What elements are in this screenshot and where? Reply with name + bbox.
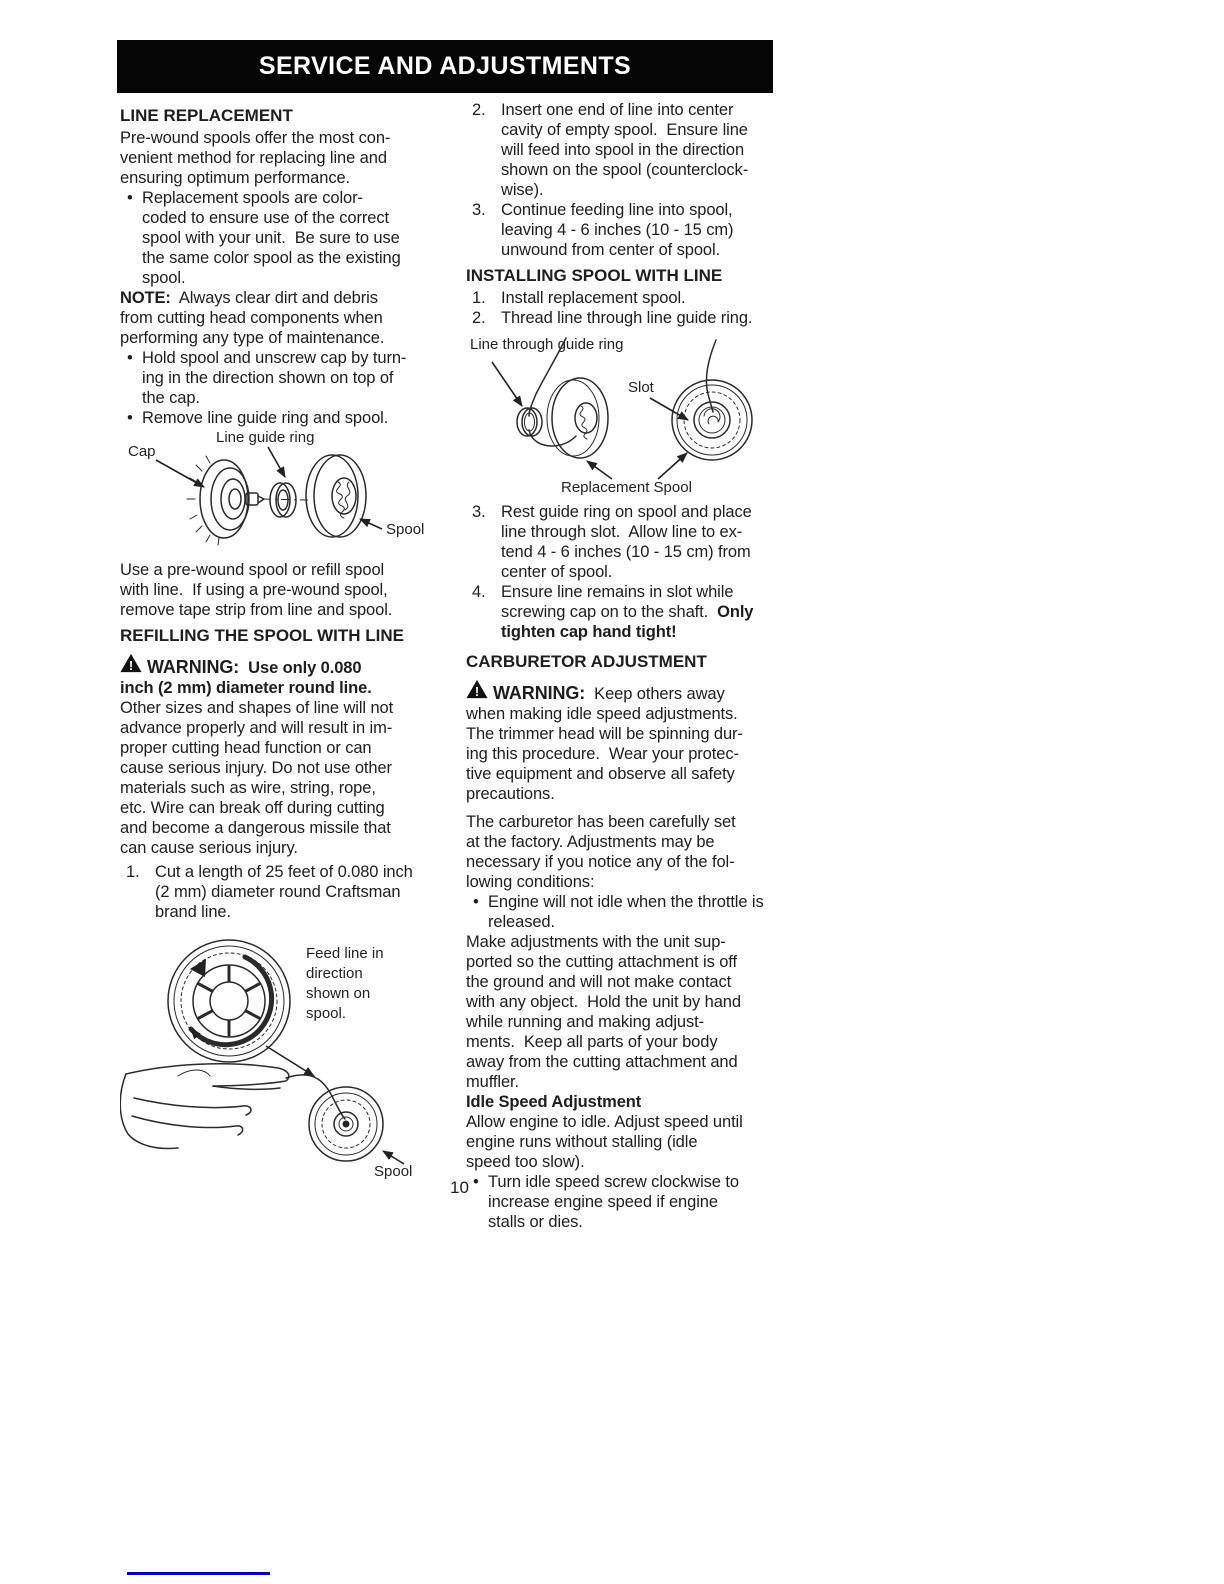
text-lines: Turn idle speed screw clockwise to increase engine speed if engine stalls or dies. bbox=[488, 1173, 739, 1231]
ring-arrow bbox=[492, 362, 522, 406]
bullet-glyph: • bbox=[473, 893, 479, 911]
paragraph-factory: The carburetor has been carefully set at the factory. Adjustments may be necessary if you notice any of the fol- lowing conditions: bbox=[466, 813, 736, 891]
bullet-glyph: • bbox=[127, 409, 133, 427]
warning-text: Keep others away bbox=[585, 685, 725, 703]
cap-arrow bbox=[156, 460, 204, 487]
figure-caption bbox=[306, 945, 384, 1022]
right-column bbox=[466, 100, 786, 1232]
figure-exploded-spool bbox=[120, 430, 440, 558]
to-spool-arrow bbox=[266, 1046, 314, 1076]
axis-line bbox=[262, 499, 308, 500]
step-number: 1. bbox=[126, 863, 140, 881]
footer-link-line bbox=[127, 1572, 270, 1575]
bullet-color-coded bbox=[120, 188, 440, 288]
numbered-step bbox=[466, 308, 786, 328]
numbered-step bbox=[466, 100, 786, 200]
ring-arrow bbox=[268, 447, 285, 477]
hand-drawing bbox=[120, 1064, 289, 1149]
warning-keep-away bbox=[466, 680, 786, 804]
heading-carburetor: CARBURETOR ADJUSTMENT bbox=[466, 652, 707, 671]
bullet-hold-spool bbox=[120, 348, 440, 408]
figure-install-spool bbox=[466, 336, 786, 498]
step-number: 3. bbox=[472, 503, 486, 521]
text-lines: Engine will not idle when the throttle is released. bbox=[488, 893, 764, 931]
text-lines: from cutting head components when performing any type of maintenance. bbox=[120, 309, 385, 347]
warning-bold-text: Use only 0.080 bbox=[239, 659, 362, 677]
spool-drawing bbox=[306, 455, 366, 537]
ring-label: Line guide ring bbox=[216, 430, 315, 446]
trimmer-line bbox=[286, 1075, 345, 1119]
text-lines: Rest guide ring on spool and place line through slot. Allow line to ex- tend 4 - 6 inches (10 - 15 cm) from center of spool. bbox=[501, 503, 752, 581]
step-number: 2. bbox=[472, 309, 486, 327]
warning-bold-text: inch (2 mm) diameter round line. bbox=[120, 679, 372, 697]
numbered-step bbox=[466, 288, 786, 308]
step-number: 4. bbox=[472, 583, 486, 601]
text-lines: Remove line guide ring and spool. bbox=[142, 409, 389, 427]
paragraph-prewound: Use a pre-wound spool or refill spool with line. If using a pre-wound spool, remove tape strip from line and spool. bbox=[120, 561, 393, 619]
small-spool-drawing bbox=[309, 1087, 383, 1161]
paragraph-idle: Allow engine to idle. Adjust speed until engine runs without stalling (idle speed too slow). bbox=[466, 1113, 743, 1171]
warning-label: WARNING: bbox=[147, 657, 240, 677]
spool-arrow bbox=[360, 519, 382, 529]
warning-label: WARNING: bbox=[493, 683, 586, 703]
warning-line-size bbox=[120, 654, 440, 858]
note-label: NOTE: bbox=[120, 289, 171, 307]
bullet-glyph: • bbox=[127, 189, 133, 207]
text-lines: Insert one end of line into center cavity of empty spool. Ensure line will feed into spool in the direction shown on the spool (counterclock- wise). bbox=[501, 101, 749, 199]
heading-line-replacement: LINE REPLACEMENT bbox=[120, 106, 293, 125]
section-title: SERVICE AND ADJUSTMENTS bbox=[258, 52, 632, 80]
numbered-step bbox=[120, 862, 440, 922]
replacement-spool-label: Replacement Spool bbox=[561, 479, 692, 496]
numbered-step bbox=[466, 502, 786, 582]
paragraph-adjustments: Make adjustments with the unit sup- ported so the cutting attachment is off the ground and will not make contact with any object. Hold the unit by hand while running and making adjust- ments. Keep all parts of your body away from the cutting attachment and muffler. bbox=[466, 933, 741, 1091]
bullet-glyph: • bbox=[127, 349, 133, 367]
figure-feed-line bbox=[120, 926, 440, 1184]
text-lines: when making idle speed adjustments. The trimmer head will be spinning dur- ing this procedure. Wear your protec- tive equipment and observe all safety precautions. bbox=[466, 705, 743, 803]
line-through-label: Line through guide ring bbox=[470, 336, 624, 353]
cap-drawing bbox=[187, 456, 264, 545]
text-lines: Thread line through line guide ring. bbox=[501, 309, 753, 327]
bullet-glyph: • bbox=[473, 1173, 479, 1191]
paragraph-intro: Pre-wound spools offer the most con- venient method for replacing line and ensuring optimum performance. bbox=[120, 129, 391, 187]
step-body: Ensure line remains in slot while screwing cap on to the shaft. Only tighten cap hand tight! bbox=[501, 583, 754, 641]
caption-line: spool. bbox=[306, 1005, 347, 1022]
text-lines: Continue feeding line into spool, leaving 4 - 6 inches (10 - 15 cm) unwound from center of spool. bbox=[501, 201, 734, 259]
bullet-remove-ring bbox=[120, 408, 440, 428]
replacement-arrow-left bbox=[587, 461, 612, 479]
bullet-idle-screw bbox=[466, 1172, 786, 1232]
note-paragraph bbox=[120, 288, 440, 348]
text-lines: Install replacement spool. bbox=[501, 289, 686, 307]
trimmer-line bbox=[706, 340, 716, 412]
cap-label: Cap bbox=[128, 443, 156, 460]
caption-line: shown on bbox=[306, 985, 371, 1002]
svg-text:!: ! bbox=[128, 657, 134, 673]
numbered-step bbox=[466, 200, 786, 260]
warning-triangle-icon bbox=[466, 679, 488, 704]
slot-label: Slot bbox=[628, 379, 654, 396]
heading-idle-speed: Idle Speed Adjustment bbox=[466, 1093, 642, 1111]
spool-label: Spool bbox=[374, 1163, 413, 1180]
text-lines: Replacement spools are color- coded to ensure use of the correct spool with your unit. Be sure to use the same color spool as the existing spool. bbox=[142, 189, 401, 287]
caption-line: direction bbox=[306, 965, 363, 982]
step-number: 2. bbox=[472, 101, 486, 119]
text-lines: Other sizes and shapes of line will not advance properly and will result in im- proper cutting head function or can cause serious injury. Do not use other materials such as wire, string, rope, etc. Wire can break off during cutting and become a dangerous missile that can cause serious injury. bbox=[120, 699, 394, 857]
text-lines: Hold spool and unscrew cap by turn- ing in the direction shown on top of the cap. bbox=[142, 349, 407, 407]
svg-text:!: ! bbox=[474, 683, 480, 699]
replacement-arrow-right bbox=[658, 453, 687, 479]
spool-front-drawing bbox=[672, 380, 752, 460]
spool-top-view-drawing bbox=[168, 940, 290, 1062]
spool-label: Spool bbox=[386, 521, 425, 538]
step-number: 1. bbox=[472, 289, 486, 307]
caption-line: Feed line in bbox=[306, 945, 384, 962]
numbered-step bbox=[466, 582, 786, 642]
left-column bbox=[120, 100, 440, 1186]
bullet-engine-idle bbox=[466, 892, 786, 932]
step-number: 3. bbox=[472, 201, 486, 219]
guide-ring-drawing bbox=[270, 483, 296, 517]
heading-refilling: REFILLING THE SPOOL WITH LINE bbox=[120, 626, 404, 645]
page-number: 10 bbox=[450, 1178, 469, 1197]
note-first-line: Always clear dirt and debris bbox=[170, 289, 378, 307]
text-lines: Cut a length of 25 feet of 0.080 inch (2 mm) diameter round Craftsman brand line. bbox=[155, 863, 413, 921]
section-title-bar bbox=[117, 40, 773, 93]
heading-installing: INSTALLING SPOOL WITH LINE bbox=[466, 266, 723, 285]
printed-arrowhead bbox=[190, 959, 206, 977]
warning-triangle-icon bbox=[120, 653, 142, 678]
